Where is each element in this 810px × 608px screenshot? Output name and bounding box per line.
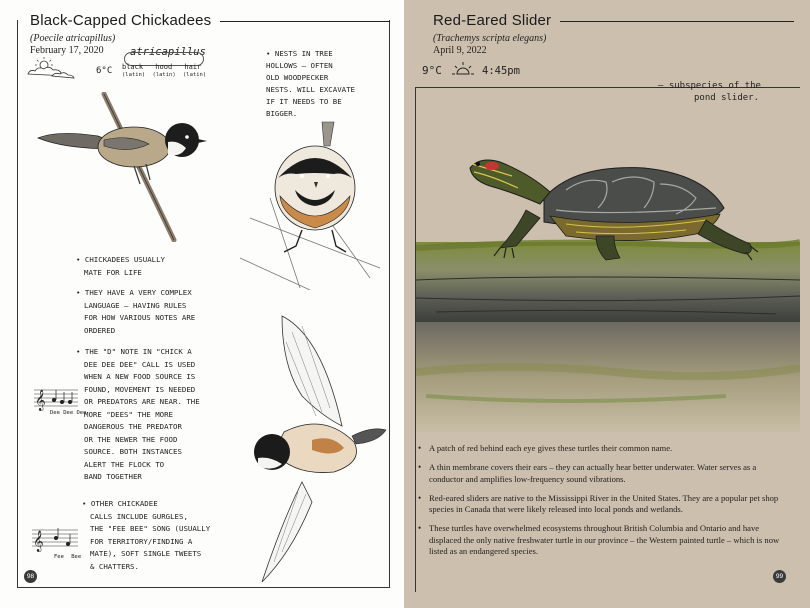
music-label-fee-bee bbox=[54, 554, 81, 560]
fact-item: • A thin membrane covers their ears – they can actually hear better underwater. Water serves as a conductor and amplifies low-frequency sound vibrations. bbox=[418, 462, 780, 485]
nest-note: • NESTS IN TREE HOLLOWS – OFTEN OLD WOODPECKER NESTS. WILL EXCAVATE IF IT NEEDS TO BE BIGGER. bbox=[266, 49, 355, 118]
turtle-on-log-illustration bbox=[416, 140, 800, 438]
chickadee-on-branch-illustration bbox=[34, 92, 214, 242]
note-line: ALERT THE FLOCK TO bbox=[84, 459, 165, 469]
chickadee-front-illustration bbox=[240, 118, 390, 290]
note-line: MORE "DEES" THE MORE bbox=[84, 409, 173, 419]
note-line: DANGEROUS THE PREDATOR bbox=[84, 422, 182, 431]
music-label-word: Bee bbox=[71, 554, 82, 560]
note-line: OR THE NEWER THE FOOD bbox=[84, 434, 178, 444]
note-line: FOR TERRITORY/FINDING A bbox=[90, 536, 193, 546]
note-line: DEE DEE DEE" CALL IS USED bbox=[84, 359, 196, 369]
note-line: & CHATTERS. bbox=[90, 561, 139, 571]
etymology-glosses bbox=[122, 72, 212, 78]
note-line: BIGGER. bbox=[266, 109, 298, 118]
page-title: Red-Eared Slider bbox=[433, 12, 552, 29]
page-number: 98 bbox=[24, 570, 37, 583]
music-label-word: Dee bbox=[76, 410, 87, 416]
note-line: MATE), SOFT SINGLE TWEETS bbox=[90, 549, 202, 558]
note-line: THEY HAVE A VERY COMPLEX bbox=[84, 288, 192, 297]
note-line: FOR HOW VARIOUS NOTES ARE bbox=[84, 313, 196, 322]
etymology-parts bbox=[122, 63, 208, 71]
chickadee-flying-illustration bbox=[232, 312, 388, 584]
temperature: 9°C bbox=[422, 64, 442, 77]
note-line: – subspecies of the bbox=[658, 81, 761, 91]
note-line: THE "D" NOTE IN "CHICK A bbox=[84, 347, 192, 356]
note-line: CALLS INCLUDE GURGLES, bbox=[90, 511, 188, 521]
note-line: OLD WOODPECKER bbox=[266, 73, 329, 82]
note-line: WHEN A NEW FOOD SOURCE IS bbox=[84, 372, 196, 381]
left-page bbox=[0, 0, 404, 608]
etymology-word: atricapillus bbox=[130, 46, 206, 58]
etymology-gloss: (latin) bbox=[122, 72, 146, 78]
right-page bbox=[404, 0, 810, 608]
note-line: NESTS. WILL EXCAVATE bbox=[266, 85, 355, 94]
note-line: OTHER CHICKADEE bbox=[90, 499, 158, 508]
note-line: BAND TOGETHER bbox=[84, 472, 142, 481]
note-language: • THEY HAVE A VERY COMPLEX LANGUAGE – HAVING RULES FOR HOW VARIOUS NOTES ARE ORDERED bbox=[76, 287, 195, 337]
scientific-name: (Trachemys scripta elegans) bbox=[433, 33, 547, 44]
title-rule bbox=[560, 21, 794, 22]
temperature: 6°C bbox=[96, 66, 113, 76]
note-line: CHICKADEES USUALLY bbox=[84, 255, 165, 264]
fact-item: • These turtles have overwhelmed ecosystems throughout British Columbia and Ontario and have displaced the only native freshwater turtle in our province – the Western painted turtle – which is now listed as an endangered species. bbox=[418, 523, 780, 558]
svg-text:𝄞: 𝄞 bbox=[35, 390, 46, 411]
sun-icon bbox=[452, 60, 474, 80]
note-other-calls: • OTHER CHICKADEE CALLS INCLUDE GURGLES, THE "FEE BEE" SONG (USUALLY FOR TERRITORY/FINDING A MATE), SOFT SINGLE TWEETS & CHATTERS. bbox=[82, 498, 210, 573]
note-line: NESTS IN TREE bbox=[274, 49, 333, 58]
svg-text:𝄞: 𝄞 bbox=[33, 531, 44, 552]
note-line: IF IT NEEDS TO BE bbox=[266, 97, 342, 106]
etymology-part: hood bbox=[155, 63, 173, 71]
entry-date: February 17, 2020 bbox=[30, 45, 104, 56]
cloud-sun-icon bbox=[22, 56, 92, 80]
page-title: Black-Capped Chickadees bbox=[30, 12, 212, 29]
note-mate-for-life: • CHICKADEES USUALLY MATE FOR LIFE bbox=[76, 254, 165, 279]
title-rule bbox=[220, 21, 390, 22]
entry-date: April 9, 2022 bbox=[433, 45, 487, 56]
music-label-word: Dee bbox=[50, 410, 60, 416]
fact-item: • A patch of red behind each eye gives these turtles their common name. bbox=[418, 443, 780, 455]
subspecies-note bbox=[658, 80, 761, 104]
etymology-part: hair bbox=[184, 63, 202, 71]
page-number: 99 bbox=[773, 570, 786, 583]
note-line: OR PREDATORS ARE NEAR. THE bbox=[84, 397, 200, 406]
note-line: ORDERED bbox=[84, 325, 116, 335]
note-line: FOUND, MOVEMENT IS NEEDED bbox=[84, 384, 196, 394]
note-line: SOURCE. BOTH INSTANCES bbox=[84, 447, 182, 456]
note-line: pond slider. bbox=[694, 93, 760, 103]
music-label-dee bbox=[50, 410, 86, 416]
time: 4:45pm bbox=[482, 65, 520, 77]
note-line: HOLLOWS – OFTEN bbox=[266, 61, 333, 70]
note-line: MATE FOR LIFE bbox=[84, 267, 142, 277]
etymology-gloss: (latin) bbox=[152, 72, 176, 78]
note-line: THE "FEE BEE" SONG (USUALLY bbox=[90, 524, 211, 533]
etymology-part: black bbox=[122, 63, 144, 71]
etymology-gloss: (latin) bbox=[183, 72, 207, 78]
music-label-word: Dee bbox=[63, 410, 74, 416]
scientific-name: (Poecile atricapillus) bbox=[30, 33, 116, 44]
facts-list bbox=[418, 443, 780, 565]
note-dee-call: • THE "D" NOTE IN "CHICK A DEE DEE DEE" CALL IS USED WHEN A NEW FOOD SOURCE IS FOUND, MOVEMENT IS NEEDED OR PREDATORS ARE NEAR. THE MORE "DEES" THE MORE DANGEROUS THE PREDATOR OR THE NEWER THE FOOD SOURCE. BOTH INSTANCES ALERT THE FLOCK TO BAND TOGETHER bbox=[76, 346, 200, 484]
music-staff-icon bbox=[30, 522, 80, 554]
note-line: LANGUAGE – HAVING RULES bbox=[84, 300, 187, 310]
fact-item: • Red-eared sliders are native to the Mississippi River in the United States. They are a popular pet shop species in Canada that were likely released into local ponds and wetlands. bbox=[418, 493, 780, 516]
music-label-word: Fee bbox=[54, 554, 64, 560]
